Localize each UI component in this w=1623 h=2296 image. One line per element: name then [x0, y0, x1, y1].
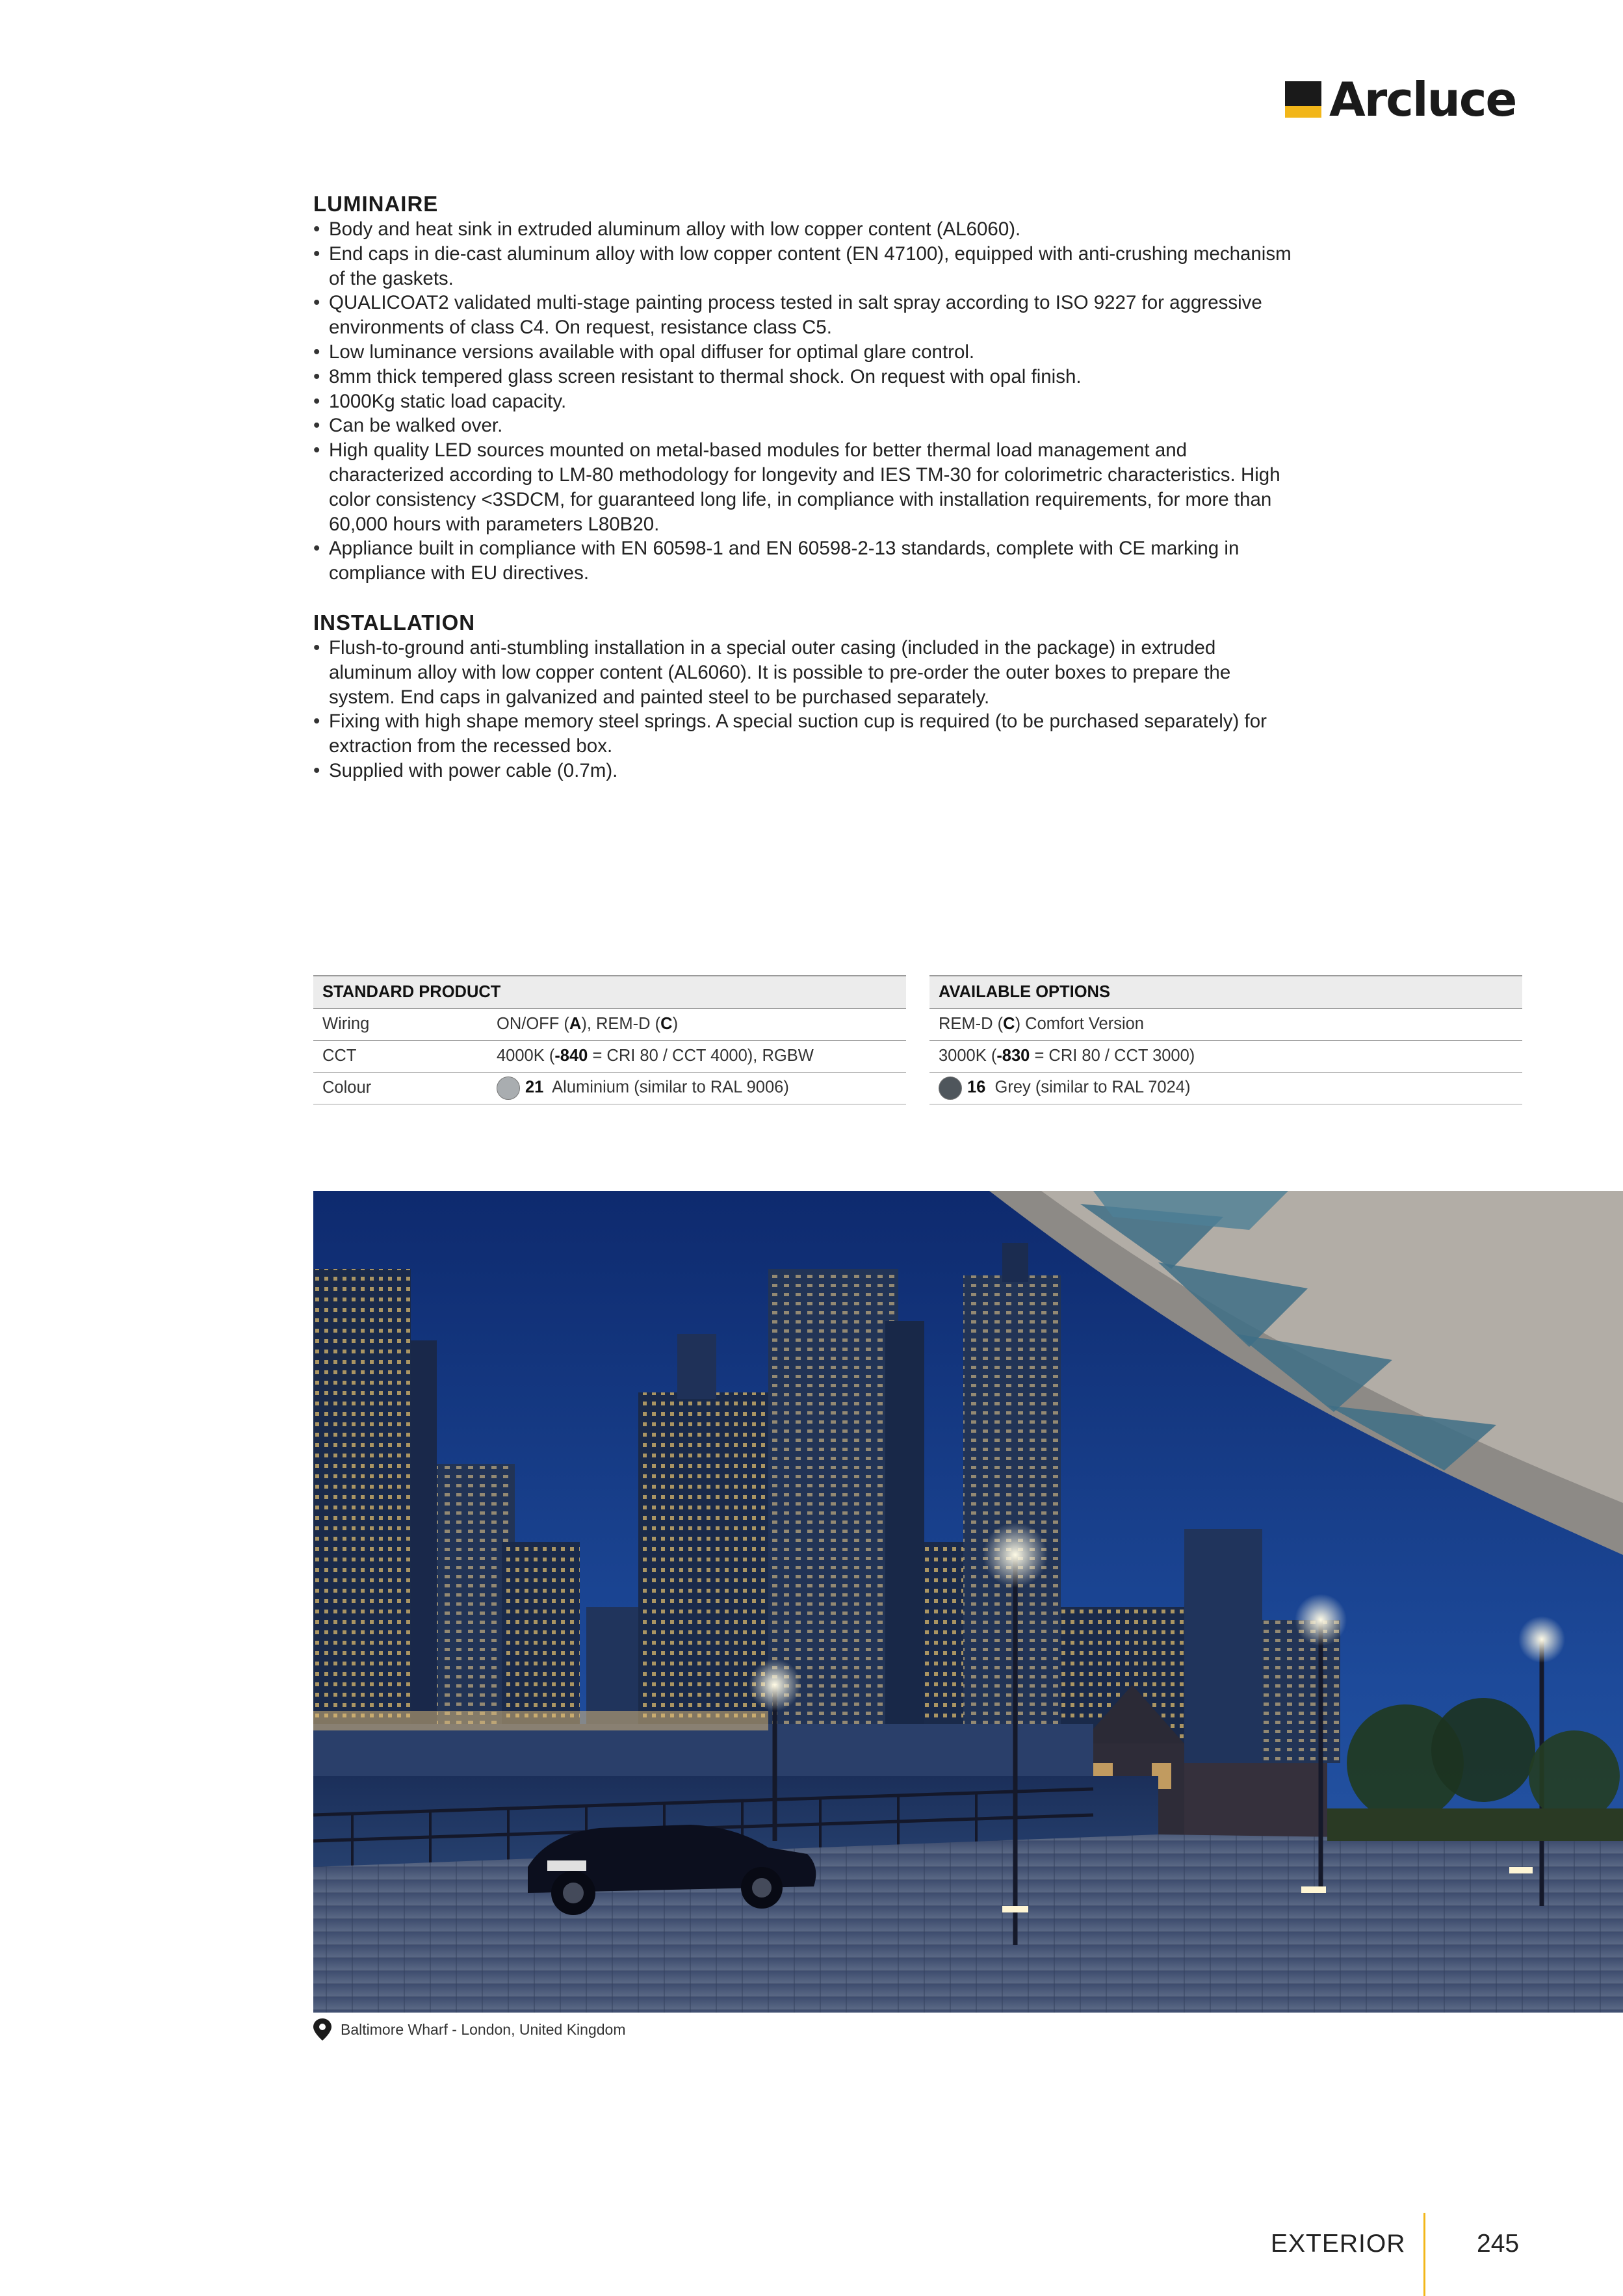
installation-list: [313, 636, 1301, 783]
list-item: • Body and heat sink in extruded aluminum alloy with low copper content (AL6060).: [313, 217, 1301, 242]
footer-divider: [1423, 2213, 1425, 2296]
page-number: 245: [1477, 2230, 1520, 2258]
list-item: • QUALICOAT2 validated multi-stage painting process tested in salt spray according to ISO 9227 for aggressive environments of class C4. On request, resistance class C5.: [313, 291, 1301, 340]
colour-swatch-icon: [497, 1076, 520, 1100]
table-row: [313, 1072, 906, 1104]
footer-section-label: EXTERIOR: [1271, 2230, 1406, 2258]
table-row: [929, 1072, 1522, 1104]
location-pin-icon: [313, 2018, 331, 2041]
colour-swatch-icon: [939, 1076, 962, 1100]
standard-product-table: [313, 975, 906, 1104]
table-row: [313, 1008, 906, 1040]
colour-label: Colour: [313, 1072, 487, 1104]
luminaire-list: [313, 217, 1301, 586]
available-options-header: AVAILABLE OPTIONS: [929, 976, 1522, 1008]
table-row: [313, 1040, 906, 1072]
logo-mark-icon: [1285, 81, 1321, 118]
colour-value: 21 Aluminium (similar to RAL 9006): [487, 1072, 906, 1104]
list-item: • 1000Kg static load capacity.: [313, 389, 1301, 414]
list-item: • Can be walked over.: [313, 413, 1301, 438]
option-cct-value: 3000K (-830 = CRI 80 / CCT 3000): [929, 1040, 1522, 1072]
installation-section: [313, 610, 1301, 783]
cct-value: 4000K (-840 = CRI 80 / CCT 4000), RGBW: [487, 1040, 906, 1072]
option-wiring-value: REM-D (C) Comfort Version: [929, 1008, 1522, 1040]
available-options-table: [929, 975, 1522, 1104]
caption-text: Baltimore Wharf - London, United Kingdom: [341, 2020, 626, 2038]
option-colour-value: 16 Grey (similar to RAL 7024): [929, 1072, 1522, 1104]
list-item: • High quality LED sources mounted on metal-based modules for better thermal load management and characterized according to LM-80 methodology for longevity and IES TM-30 for colorimetric characteristics. High color consistency <3SDCM, for guaranteed long life, in compliance with installation requirements, for more than 60,000 hours with parameters L80B20.: [313, 438, 1301, 536]
cct-label: CCT: [313, 1040, 487, 1072]
list-item: • Low luminance versions available with opal diffuser for optimal glare control.: [313, 340, 1301, 365]
standard-product-header: STANDARD PRODUCT: [313, 976, 906, 1008]
list-item: • Flush-to-ground anti-stumbling installation in a special outer casing (included in the package) in extruded aluminum alloy with low copper content (AL6060). It is possible to pre-order the outer boxes to prepare the system. End caps in galvanized and painted steel to be purchased separately.: [313, 636, 1301, 709]
table-row: [929, 1040, 1522, 1072]
wiring-value: ON/OFF (A), REM-D (C): [487, 1008, 906, 1040]
list-item: • Appliance built in compliance with EN 60598-1 and EN 60598-2-13 standards, complete with CE marking in compliance with EU directives.: [313, 536, 1301, 586]
brand-name: Arcluce: [1329, 72, 1516, 127]
luminaire-section: [313, 191, 1301, 586]
installation-title: INSTALLATION: [313, 610, 476, 634]
list-item: • Fixing with high shape memory steel springs. A special suction cup is required (to be purchased separately) for extraction from the recessed box.: [313, 709, 1301, 759]
list-item: • Supplied with power cable (0.7m).: [313, 759, 1301, 783]
photo-caption: [313, 2018, 626, 2041]
table-row: [929, 1008, 1522, 1040]
list-item: • End caps in die-cast aluminum alloy with low copper content (EN 47100), equipped with anti-crushing mechanism of the gaskets.: [313, 242, 1301, 291]
wiring-label: Wiring: [313, 1008, 487, 1040]
project-photo: [313, 1191, 1623, 2013]
luminaire-title: LUMINAIRE: [313, 192, 439, 216]
list-item: • 8mm thick tempered glass screen resistant to thermal shock. On request with opal finish.: [313, 365, 1301, 389]
brand-logo: [1285, 72, 1524, 127]
